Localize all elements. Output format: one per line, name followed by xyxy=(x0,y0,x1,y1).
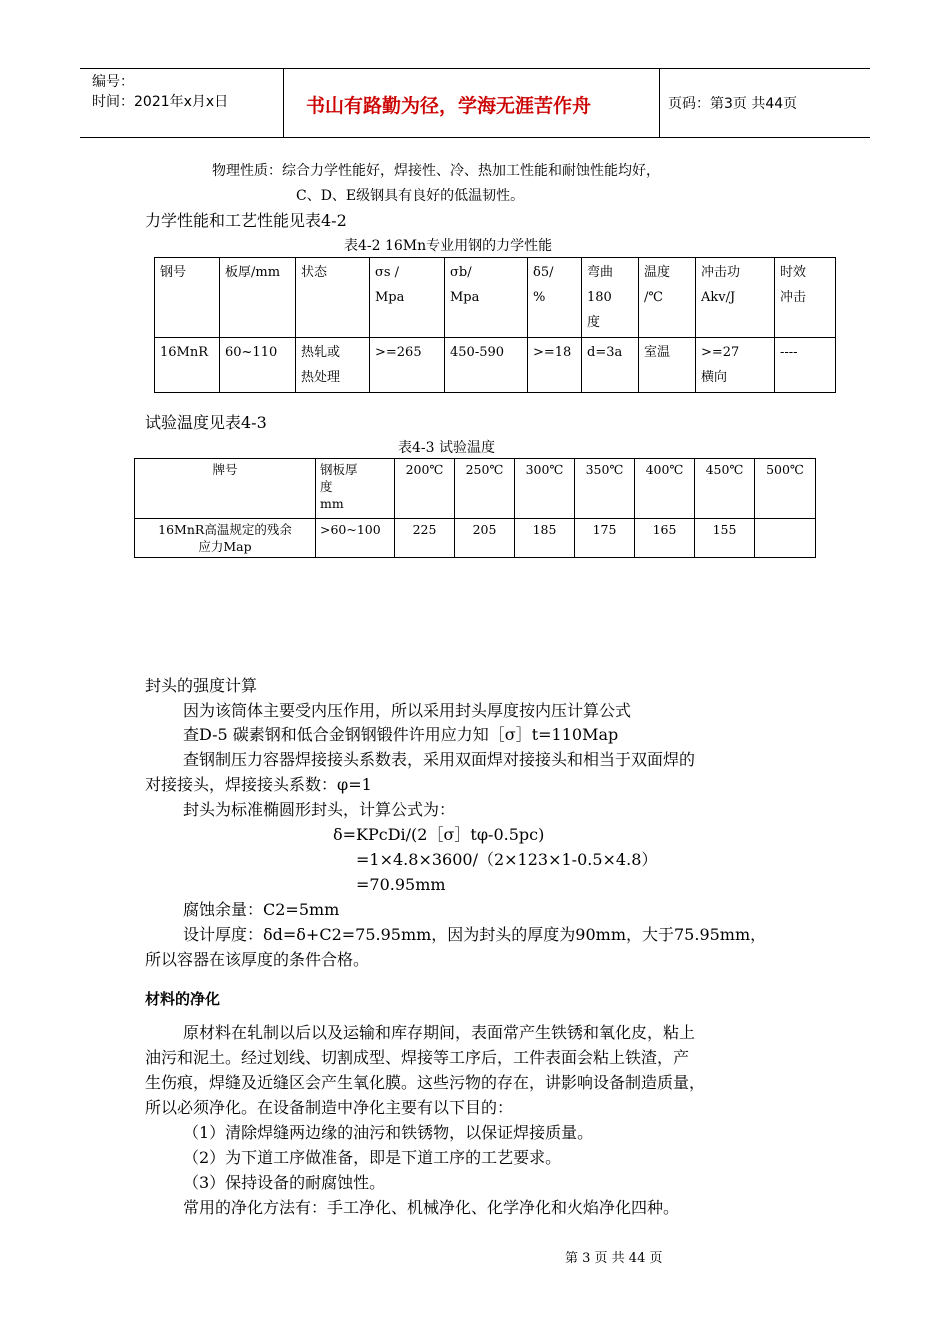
calc-p1: 因为该筒体主要受内压作用，所以采用封头厚度按内压计算公式 xyxy=(183,701,632,720)
calc-p6b: 所以容器在该厚度的条件合格。 xyxy=(145,950,370,969)
header-cell: 温度 /℃ xyxy=(639,258,696,338)
header-cell: 250℃ xyxy=(455,459,515,519)
section-title-calc: 封头的强度计算 xyxy=(145,676,258,695)
header-cell: σb/ Mpa xyxy=(445,258,528,338)
table-cell: >=27 横向 xyxy=(696,338,775,393)
clean-item-1: （1）清除焊缝两边缘的油污和铁锈物，以保证焊接质量。 xyxy=(183,1123,594,1142)
header-cell: 板厚/mm xyxy=(220,258,296,338)
intro-table-4-3: 试验温度见表4-3 xyxy=(145,413,267,432)
table-cell: 165 xyxy=(635,519,695,558)
table-4-3 xyxy=(134,458,816,558)
formula-3: =70.95mm xyxy=(356,875,446,894)
calc-p3a: 查钢制压力容器焊接接头系数表，采用双面焊对接接头和相当于双面焊的 xyxy=(183,750,696,769)
section-title-clean: 材料的净化 xyxy=(145,990,221,1008)
table-header-row xyxy=(135,459,816,519)
header-cell: 冲击功 Akv/J xyxy=(696,258,775,338)
clean-line-4: 所以必须净化。在设备制造中净化主要有以下目的： xyxy=(145,1098,514,1117)
header-meta xyxy=(80,69,284,137)
physical-line-2: C、D、E级钢具有良好的低温韧性。 xyxy=(296,188,525,204)
intro-table-4-2: 力学性能和工艺性能见表4-2 xyxy=(145,211,347,230)
header-cell: σs / Mpa xyxy=(370,258,445,338)
clean-line-5: 常用的净化方法有：手工净化、机械净化、化学净化和火焰净化四种。 xyxy=(183,1198,680,1217)
header-cell: 200℃ xyxy=(395,459,455,519)
calc-p2: 查D-5 碳素钢和低合金钢钢锻件许用应力知［σ］t=110Map xyxy=(183,725,619,744)
table-cell: >=265 xyxy=(370,338,445,393)
table-cell: d=3a xyxy=(582,338,639,393)
table-cell xyxy=(755,519,816,558)
header-motto-cell xyxy=(284,69,660,137)
table-cell: 热轧或 热处理 xyxy=(296,338,370,393)
clean-item-3: （3）保持设备的耐腐蚀性。 xyxy=(183,1173,386,1192)
clean-line-2: 油污和泥土。经过划线、切割成型、焊接等工序后，工件表面会粘上铁渣，产 xyxy=(145,1048,690,1067)
motto: 书山有路勤为径，学海无涯苦作舟 xyxy=(306,95,592,117)
table-cell: 60~110 xyxy=(220,338,296,393)
physical-line-1: 物理性质：综合力学性能好，焊接性、冷、热加工性能和耐蚀性能均好， xyxy=(212,163,660,179)
table-4-2 xyxy=(154,257,836,393)
calc-p3b: 对接接头，焊接接头系数：φ=1 xyxy=(145,775,372,794)
table-cell: 室温 xyxy=(639,338,696,393)
formula-2: =1×4.8×3600/（2×123×1-0.5×4.8） xyxy=(356,850,658,869)
table-cell: >=18 xyxy=(528,338,582,393)
table-cell: 155 xyxy=(695,519,755,558)
calc-p6a: 设计厚度：δd=δ+C2=75.95mm，因为封头的厚度为90mm，大于75.95mm， xyxy=(183,925,767,944)
table-cell: 175 xyxy=(575,519,635,558)
calc-p5: 腐蚀余量：C2=5mm xyxy=(183,900,340,919)
doc-time: 时间：2021年x月x日 xyxy=(92,94,229,110)
page-footer: 第 3 页 共 44 页 xyxy=(565,1251,663,1266)
header-cell: 350℃ xyxy=(575,459,635,519)
clean-line-3: 生伤痕，焊缝及近缝区会产生氧化膜。这些污物的存在，讲影响设备制造质量， xyxy=(145,1073,706,1092)
table-4-2-caption: 表4-2 16Mn专业用钢的力学性能 xyxy=(344,238,553,254)
page-header xyxy=(80,68,870,138)
doc-number: 编号： xyxy=(92,74,134,90)
header-cell: 300℃ xyxy=(515,459,575,519)
table-cell: 185 xyxy=(515,519,575,558)
table-cell: 205 xyxy=(455,519,515,558)
header-cell: 钢板厚 度 mm xyxy=(316,459,395,519)
table-cell: >60~100 xyxy=(316,519,395,558)
clean-line-1: 原材料在轧制以后以及运输和库存期间，表面常产生铁锈和氧化皮，粘上 xyxy=(183,1023,696,1042)
clean-item-2: （2）为下道工序做准备，即是下道工序的工艺要求。 xyxy=(183,1148,562,1167)
page-info: 页码：第3页 共44页 xyxy=(668,96,798,112)
table-cell: 450-590 xyxy=(445,338,528,393)
header-cell: 牌号 xyxy=(135,459,316,519)
header-cell: 钢号 xyxy=(155,258,220,338)
table-4-3-caption: 表4-3 试验温度 xyxy=(398,440,495,456)
header-cell: 弯曲 180 度 xyxy=(582,258,639,338)
table-cell: 16MnR xyxy=(155,338,220,393)
header-page-cell xyxy=(660,69,870,137)
header-cell: 400℃ xyxy=(635,459,695,519)
table-row xyxy=(155,338,836,393)
table-cell: 225 xyxy=(395,519,455,558)
header-cell: 450℃ xyxy=(695,459,755,519)
header-cell: 500℃ xyxy=(755,459,816,519)
table-cell: ---- xyxy=(775,338,836,393)
table-cell: 16MnR高温规定的残余 应力Map xyxy=(135,519,316,558)
header-cell: 时效 冲击 xyxy=(775,258,836,338)
header-cell: δ5/ % xyxy=(528,258,582,338)
table-row xyxy=(135,519,816,558)
table-header-row xyxy=(155,258,836,338)
formula-1: δ=KPcDi/(2［σ］tφ-0.5pc) xyxy=(333,825,545,844)
calc-p4: 封头为标准椭圆形封头，计算公式为： xyxy=(183,800,456,819)
header-cell: 状态 xyxy=(296,258,370,338)
